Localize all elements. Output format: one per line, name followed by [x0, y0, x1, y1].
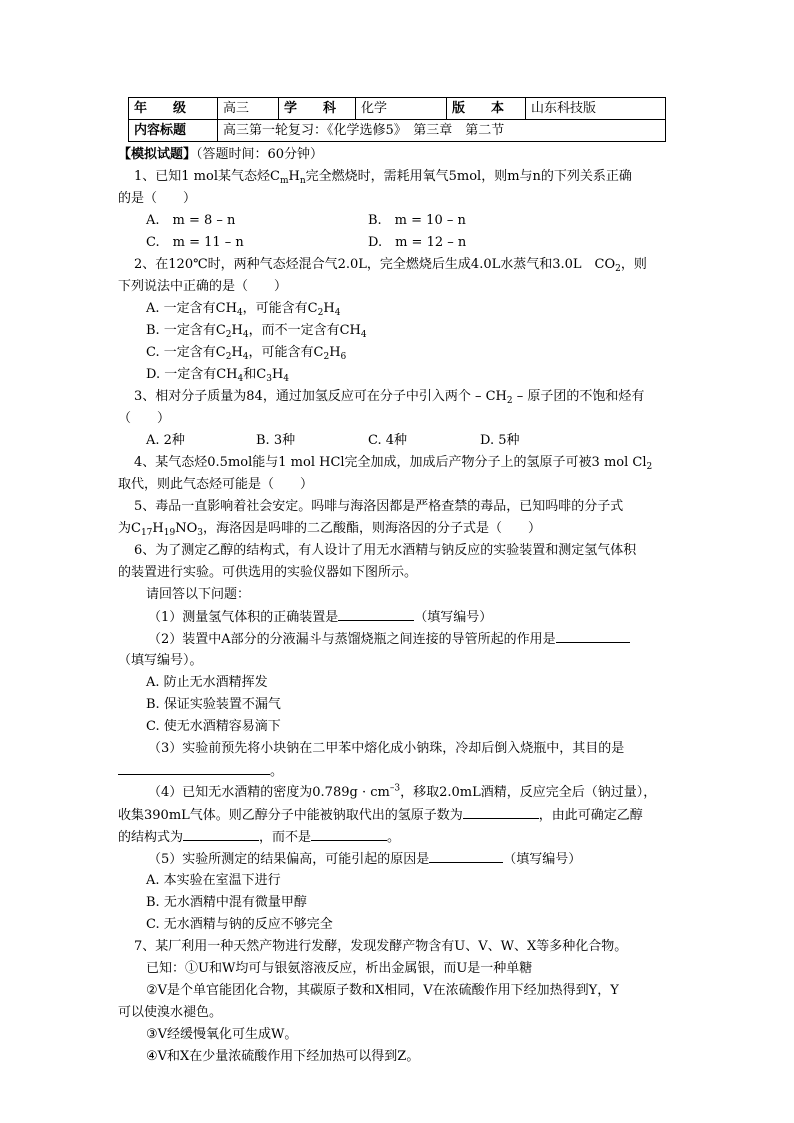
- q2-optC-mid: ，可能含有C: [248, 345, 324, 360]
- q7-given-4: ④V和X在少量浓硫酸作用下经加热可以得到Z。: [146, 1049, 420, 1064]
- q2-optC-h: H: [231, 345, 243, 360]
- q6-sub4-blank2[interactable]: [183, 826, 259, 841]
- q6-sub5-option-b: B. 无水酒精中混有微量甲醇: [146, 895, 307, 910]
- q2-s4: 4: [360, 330, 367, 340]
- q2-s4: 4: [237, 374, 244, 384]
- q6-sub5-option-c: C. 无水酒精与钠的反应不够完全: [146, 917, 333, 932]
- question-4: [118, 452, 678, 474]
- q6-s4-b: ，移取2.0mL酒精，反应完全后（钠过量），: [400, 785, 657, 800]
- edition-value: 山东科技版: [526, 98, 666, 120]
- q6-sub1-blank[interactable]: [338, 606, 414, 621]
- q2-optB-mid: ，而不一定含有CH: [248, 323, 361, 338]
- q6-s4-f: ，而不是: [259, 830, 312, 845]
- q6-s5-b: （填写编号）: [503, 852, 582, 867]
- q2-s2: 2: [323, 352, 330, 362]
- q7-given-1: 已知：①U和W均可与银氨溶液反应，析出金属银，而U是一种单糖: [146, 961, 533, 976]
- q1-option-c: C. m = 11 – n: [146, 235, 244, 250]
- grade-value: 高三: [218, 98, 279, 120]
- header-table: [128, 97, 666, 142]
- q2-s4: 4: [242, 330, 249, 340]
- q6-sub5: [118, 848, 678, 870]
- q3-option-a: A. 2种: [146, 433, 185, 448]
- q6-line2: 的装置进行实验。可供选用的实验仪器如下图所示。: [118, 565, 418, 580]
- q7-given-2: ②V是个单官能团化合物，其碳原子数和X相同，V在浓硫酸作用下经加热得到Y，Y: [146, 983, 619, 998]
- q2-optB-h: H: [231, 323, 243, 338]
- q6-s5-a: （5）实验所测定的结果偏高，可能引起的原因是: [148, 852, 430, 867]
- q1-option-b: B. m = 10 – n: [368, 213, 466, 228]
- q1-text-h: H: [288, 169, 300, 184]
- q4-sub2: 2: [646, 462, 653, 472]
- q6-sub4-line3: [118, 826, 678, 848]
- q1-option-d: D. m = 12 – n: [368, 235, 467, 250]
- q1-options-row1: [118, 210, 678, 232]
- q2-optA-mid: ，可能含有C: [242, 301, 318, 316]
- q2-s3: 3: [266, 374, 272, 384]
- q5-line2: [118, 518, 678, 540]
- q1-line2: 的是（ ）: [118, 191, 197, 206]
- q6-s1-b: （填写编号）: [414, 610, 493, 625]
- exam-title: 【模拟试题】: [118, 147, 197, 162]
- subject-label: 学 科: [279, 98, 356, 120]
- q5-line2-b: H: [152, 521, 164, 536]
- q2-line2: 下列说法中正确的是（ ）: [118, 279, 288, 294]
- q3-sub2: 2: [506, 396, 513, 406]
- q2-optA-pre: A. 一定含有CH: [146, 301, 237, 316]
- q6-sub2-option-c: C. 使无水酒精容易滴下: [146, 719, 281, 734]
- q3-option-c: C. 4种: [368, 433, 408, 448]
- q6-s4-c: 收集390mL气体。则乙醇分子中能被钠取代出的氢原子数为: [118, 808, 463, 823]
- q3-line2: （ ）: [118, 411, 171, 426]
- q2-option-b: [118, 320, 678, 342]
- q2-s2: 2: [225, 330, 232, 340]
- q6-sub1: [118, 606, 678, 628]
- q1-sub-m: m: [279, 176, 289, 186]
- q2-s2: 2: [317, 308, 324, 318]
- q2-option-c: [118, 342, 678, 364]
- q2-optB-pre: B. 一定含有C: [146, 323, 226, 338]
- q4-line1-a: 4、某气态烃0.5mol能与1 mol HCl完全加成，加成后产物分子上的氢原子可被3 mol Cl: [134, 455, 647, 470]
- q1-options-row2: [118, 232, 678, 254]
- q6-s4-d: ，由此可确定乙醇: [538, 808, 643, 823]
- q6-s4-a: （4）已知无水酒精的密度为0.789g · cm: [148, 785, 390, 800]
- q2-optA-h: H: [323, 301, 335, 316]
- q6-sub4: [118, 782, 678, 804]
- q2-option-d: [118, 364, 678, 386]
- q1-sub-n: n: [299, 176, 306, 186]
- q6-sub3-line2: [118, 760, 678, 782]
- q5-s3: 3: [197, 528, 203, 538]
- question-3: [118, 386, 678, 408]
- q5-s19: 19: [163, 528, 176, 538]
- q6-sub2-line2: （填写编号）。: [118, 653, 203, 668]
- q6-s4-g: 。: [387, 830, 401, 845]
- q2-text: 2、在120℃时，两种气态烃混合气2.0L，完全燃烧后生成4.0L水蒸气和3.0L CO: [134, 257, 616, 272]
- q2-text-end: ，则: [620, 257, 647, 272]
- q2-option-a: [118, 298, 678, 320]
- q6-sub4-blank3[interactable]: [311, 826, 387, 841]
- q6-s2-a: （2）装置中A部分的分液漏斗与蒸馏烧瓶之间连接的导管所起的作用是: [148, 632, 556, 647]
- grade-label: 年 级: [129, 98, 218, 120]
- q1-text-rest: 完全燃烧时，需耗用氧气5mol，则m与n的下列关系正确: [305, 169, 632, 184]
- q5-s17: 17: [140, 528, 153, 538]
- question-6: 6、为了测定乙醇的结构式，有人设计了用无水酒精与钠反应的实验装置和测定氢气体积: [134, 543, 637, 558]
- q6-sub2: [118, 628, 678, 650]
- q2-s4: 4: [283, 374, 290, 384]
- q6-sub5-option-a: A. 本实验在室温下进行: [146, 873, 281, 888]
- topic-label: 内容标题: [129, 120, 218, 142]
- q6-s4-e: 的结构式为: [118, 830, 184, 845]
- q2-optD-pre: D. 一定含有CH: [146, 367, 238, 382]
- topic-value: 高三第一轮复习：《化学选修5》 第三章 第二节: [218, 120, 666, 142]
- question-7: 7、某厂利用一种天然产物进行发酵，发现发酵产物含有U、V、W、X等多种化合物。: [134, 939, 628, 954]
- q2-optC-pre: C. 一定含有C: [146, 345, 226, 360]
- q4-line2: 取代，则此气态烃可能是（ ）: [118, 477, 314, 492]
- q6-sub4-blank1[interactable]: [463, 804, 539, 819]
- exam-content: [118, 144, 678, 1068]
- q3-option-b: B. 3种: [256, 433, 296, 448]
- q3-line1-a: 3、相对分子质量为84，通过加氢反应可在分子中引入两个 – CH: [134, 389, 507, 404]
- q7-given-3: ③V经缓慢氧化可生成W。: [146, 1027, 298, 1042]
- q5-line2-a: 为C: [118, 521, 141, 536]
- q2-optD-mid: 和C: [243, 367, 267, 382]
- q6-s1-a: （1）测量氢气体积的正确装置是: [148, 610, 339, 625]
- q6-sub2-option-a: A. 防止无水酒精挥发: [146, 675, 268, 690]
- q6-sub2-blank[interactable]: [556, 628, 630, 643]
- edition-label: 版 本: [447, 98, 526, 120]
- q5-line2-d: ，海洛因是吗啡的二乙酸酯，则海洛因的分子式是（ ）: [202, 521, 541, 536]
- q6-prompt: 请回答以下问题：: [146, 587, 251, 602]
- exam-time-note: （答题时间：60分钟）: [196, 147, 324, 162]
- q2-sub: 2: [615, 264, 621, 274]
- q3-options: [118, 430, 678, 452]
- q5-line2-c: NO: [175, 521, 198, 536]
- q2-s2: 2: [225, 352, 232, 362]
- q3-line1-b: – 原子团的不饱和烃有: [512, 389, 645, 404]
- q2-optD-h: H: [271, 367, 284, 382]
- q2-optC-h2: H: [329, 345, 341, 360]
- q1-text: 1、已知1 mol某气态烃C: [134, 169, 280, 184]
- q1-option-a: A. m = 8 – n: [146, 213, 236, 228]
- subject-value: 化学: [356, 98, 447, 120]
- question-1: [118, 166, 678, 188]
- q6-sub5-blank[interactable]: [429, 848, 503, 863]
- q2-s4: 4: [236, 308, 243, 318]
- q2-s4: 4: [334, 308, 341, 318]
- q6-sub3-blank[interactable]: [118, 760, 270, 775]
- q7-given-2-cont: 可以使溴水褪色。: [118, 1005, 223, 1020]
- q2-s6: 6: [340, 352, 347, 362]
- exam-heading: [118, 144, 678, 166]
- q6-sub2-option-b: B. 保证实验装置不漏气: [146, 697, 281, 712]
- q2-s4: 4: [242, 352, 249, 362]
- q6-sub3: （3）实验前预先将小块钠在二甲苯中熔化成小钠珠，冷却后倒入烧瓶中，其目的是: [148, 741, 625, 756]
- q6-s4-sup: –3: [389, 783, 401, 794]
- q6-sub4-line2: [118, 804, 678, 826]
- q6-s3-b: 。: [270, 764, 284, 779]
- question-2: [118, 254, 678, 276]
- q3-option-d: D. 5种: [480, 433, 520, 448]
- question-5: 5、毒品一直影响着社会安定。吗啡与海洛因都是严格查禁的毒品，已知吗啡的分子式: [134, 499, 624, 514]
